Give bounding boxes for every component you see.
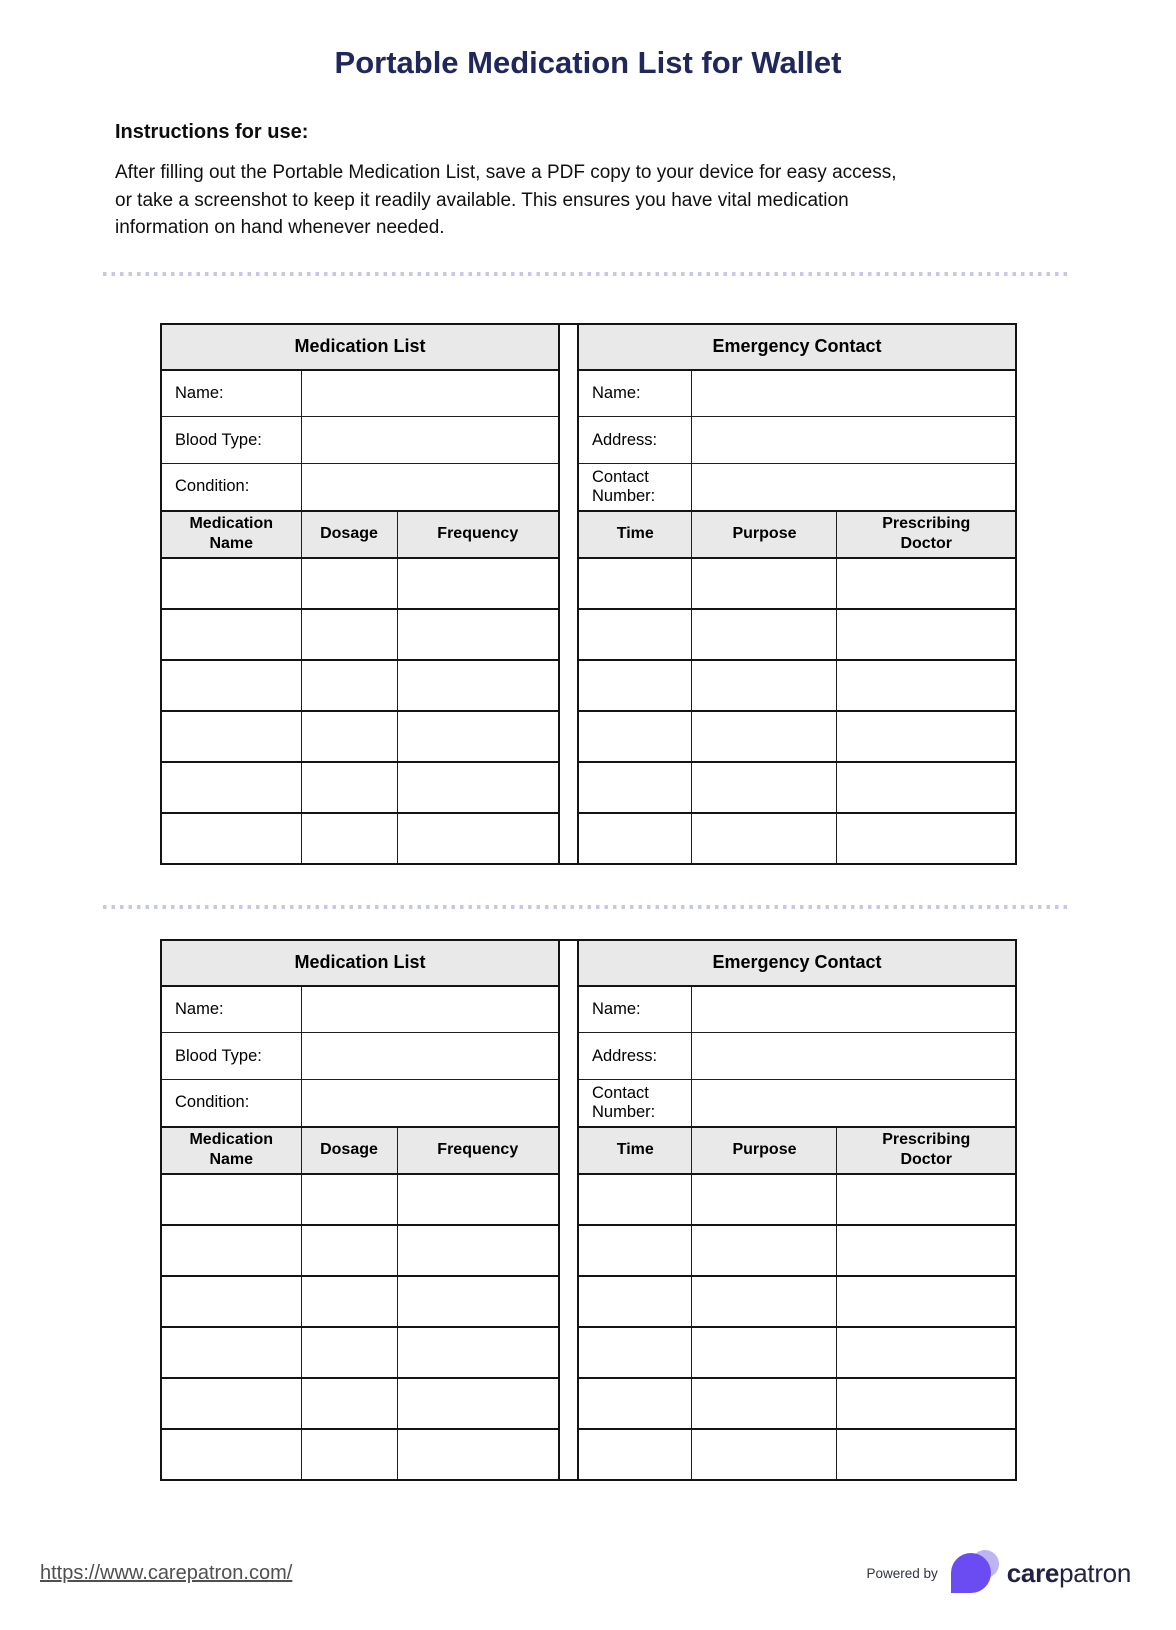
blank-cell[interactable] bbox=[837, 711, 1016, 762]
card-gap bbox=[560, 939, 577, 1481]
powered-by-group bbox=[866, 1550, 1131, 1596]
blank-cell[interactable] bbox=[397, 609, 559, 660]
blank-cell[interactable] bbox=[692, 1276, 837, 1327]
address-label: Address: bbox=[578, 417, 692, 464]
blank-row bbox=[578, 1429, 1016, 1480]
blank-row bbox=[161, 1174, 559, 1225]
info-row bbox=[161, 370, 559, 417]
col-time: Time bbox=[578, 1127, 692, 1174]
blank-cell[interactable] bbox=[692, 1429, 837, 1480]
info-row bbox=[161, 1033, 559, 1080]
blank-row bbox=[161, 1276, 559, 1327]
emergency-contact-table bbox=[577, 323, 1017, 865]
col-prescribing-doctor: Prescribing Doctor bbox=[837, 1127, 1016, 1174]
blank-cell[interactable] bbox=[301, 1225, 397, 1276]
col-prescribing-doctor: Prescribing Doctor bbox=[837, 511, 1016, 558]
blank-cell[interactable] bbox=[161, 762, 301, 813]
blank-row bbox=[578, 711, 1016, 762]
blank-cell[interactable] bbox=[578, 711, 692, 762]
contact-name-value-cell[interactable] bbox=[692, 986, 1016, 1033]
info-row bbox=[578, 1033, 1016, 1080]
blank-cell[interactable] bbox=[578, 558, 692, 609]
info-row bbox=[578, 986, 1016, 1033]
contact-number-label: Contact Number: bbox=[578, 464, 692, 511]
table-title-row bbox=[161, 940, 559, 986]
blank-cell[interactable] bbox=[692, 1225, 837, 1276]
address-value-cell[interactable] bbox=[692, 1033, 1016, 1080]
address-value-cell[interactable] bbox=[692, 417, 1016, 464]
blank-cell[interactable] bbox=[837, 1378, 1016, 1429]
blank-cell[interactable] bbox=[578, 1174, 692, 1225]
dotted-divider bbox=[103, 272, 1068, 276]
blank-cell[interactable] bbox=[578, 1276, 692, 1327]
blank-cell[interactable] bbox=[692, 558, 837, 609]
col-purpose: Purpose bbox=[692, 1127, 837, 1174]
blank-row bbox=[578, 1327, 1016, 1378]
contact-number-value-cell[interactable] bbox=[692, 464, 1016, 511]
col-frequency: Frequency bbox=[397, 511, 559, 558]
emergency-contact-title: Emergency Contact bbox=[578, 324, 1016, 370]
blank-cell[interactable] bbox=[837, 1327, 1016, 1378]
medication-list-table bbox=[160, 323, 560, 865]
blank-cell[interactable] bbox=[578, 762, 692, 813]
col-purpose: Purpose bbox=[692, 511, 837, 558]
col-medication-name: Medication Name bbox=[161, 511, 301, 558]
blank-cell[interactable] bbox=[837, 609, 1016, 660]
blank-cell[interactable] bbox=[301, 1174, 397, 1225]
blank-row bbox=[161, 1225, 559, 1276]
blank-row bbox=[161, 762, 559, 813]
emergency-contact-title: Emergency Contact bbox=[578, 940, 1016, 986]
blood-type-value-cell[interactable] bbox=[301, 417, 559, 464]
blank-row bbox=[161, 813, 559, 864]
blank-row bbox=[161, 1429, 559, 1480]
blank-cell[interactable] bbox=[578, 1429, 692, 1480]
blank-cell[interactable] bbox=[161, 609, 301, 660]
info-row bbox=[578, 417, 1016, 464]
blank-cell[interactable] bbox=[397, 813, 559, 864]
blank-row bbox=[578, 1174, 1016, 1225]
blank-cell[interactable] bbox=[397, 1327, 559, 1378]
blank-row bbox=[161, 660, 559, 711]
condition-value-cell[interactable] bbox=[301, 1080, 559, 1127]
blank-cell[interactable] bbox=[578, 1225, 692, 1276]
brand-name-bold: care bbox=[1006, 1557, 1060, 1588]
blank-cell[interactable] bbox=[692, 762, 837, 813]
blank-cell[interactable] bbox=[301, 813, 397, 864]
carepatron-wordmark bbox=[1007, 1558, 1131, 1589]
page-title: Portable Medication List for Wallet bbox=[334, 45, 842, 80]
blank-cell[interactable] bbox=[397, 762, 559, 813]
medication-list-title: Medication List bbox=[161, 324, 559, 370]
logo-purple-bubble bbox=[951, 1553, 991, 1593]
blank-row bbox=[578, 558, 1016, 609]
info-row bbox=[578, 370, 1016, 417]
blank-row bbox=[161, 1378, 559, 1429]
blank-cell[interactable] bbox=[161, 558, 301, 609]
blank-cell[interactable] bbox=[692, 1174, 837, 1225]
blank-cell[interactable] bbox=[161, 1276, 301, 1327]
blank-cell[interactable] bbox=[837, 1276, 1016, 1327]
contact-name-value-cell[interactable] bbox=[692, 370, 1016, 417]
blank-cell[interactable] bbox=[397, 1276, 559, 1327]
blank-cell[interactable] bbox=[301, 1378, 397, 1429]
info-row bbox=[578, 1080, 1016, 1127]
info-row bbox=[161, 464, 559, 511]
blank-cell[interactable] bbox=[397, 1378, 559, 1429]
powered-by-label: Powered by bbox=[866, 1565, 938, 1581]
col-medication-name: Medication Name bbox=[161, 1127, 301, 1174]
contact-name-label: Name: bbox=[578, 370, 692, 417]
blank-cell[interactable] bbox=[837, 558, 1016, 609]
blood-type-label: Blood Type: bbox=[161, 417, 301, 464]
blank-cell[interactable] bbox=[692, 813, 837, 864]
instructions-heading: Instructions for use: bbox=[115, 121, 309, 143]
instructions-body bbox=[115, 159, 1020, 242]
blank-cell[interactable] bbox=[692, 609, 837, 660]
table-title-row bbox=[161, 324, 559, 370]
carepatron-bubble-icon bbox=[951, 1550, 999, 1596]
blood-type-value-cell[interactable] bbox=[301, 1033, 559, 1080]
blank-cell[interactable] bbox=[397, 711, 559, 762]
blank-row bbox=[578, 1276, 1016, 1327]
condition-label: Condition: bbox=[161, 1080, 301, 1127]
column-header-row bbox=[161, 511, 559, 558]
card-gap bbox=[560, 323, 577, 865]
blank-cell[interactable] bbox=[301, 558, 397, 609]
blank-row bbox=[161, 711, 559, 762]
condition-value-cell[interactable] bbox=[301, 464, 559, 511]
info-row bbox=[578, 464, 1016, 511]
contact-name-label: Name: bbox=[578, 986, 692, 1033]
instructions-line: information on hand whenever needed. bbox=[115, 217, 445, 238]
blank-cell[interactable] bbox=[837, 762, 1016, 813]
column-header-row bbox=[161, 1127, 559, 1174]
blank-row bbox=[161, 1327, 559, 1378]
blank-cell[interactable] bbox=[301, 1429, 397, 1480]
blood-type-label: Blood Type: bbox=[161, 1033, 301, 1080]
blank-cell[interactable] bbox=[397, 1174, 559, 1225]
blank-cell[interactable] bbox=[161, 1174, 301, 1225]
info-row bbox=[161, 417, 559, 464]
blank-row bbox=[161, 558, 559, 609]
blank-cell[interactable] bbox=[837, 1429, 1016, 1480]
blank-cell[interactable] bbox=[397, 1429, 559, 1480]
blank-row bbox=[578, 609, 1016, 660]
blank-cell[interactable] bbox=[397, 660, 559, 711]
col-frequency: Frequency bbox=[397, 1127, 559, 1174]
blank-cell[interactable] bbox=[161, 1429, 301, 1480]
blank-cell[interactable] bbox=[161, 1378, 301, 1429]
wallet-card-2 bbox=[160, 939, 1017, 1481]
name-label: Name: bbox=[161, 370, 301, 417]
blank-cell[interactable] bbox=[301, 1276, 397, 1327]
blank-row bbox=[161, 609, 559, 660]
info-row bbox=[161, 1080, 559, 1127]
blank-cell[interactable] bbox=[837, 1225, 1016, 1276]
blank-cell[interactable] bbox=[578, 609, 692, 660]
instructions-line: or take a screenshot to keep it readily available. This ensures you have vital medication bbox=[115, 189, 849, 211]
contact-number-label: Contact Number: bbox=[578, 1080, 692, 1127]
blank-cell[interactable] bbox=[301, 609, 397, 660]
instructions-line: After filling out the Portable Medication List, save a PDF copy to your device for easy access, bbox=[115, 162, 897, 183]
wallet-card-1 bbox=[160, 323, 1017, 865]
col-time: Time bbox=[578, 511, 692, 558]
blank-cell[interactable] bbox=[161, 1327, 301, 1378]
blank-cell[interactable] bbox=[692, 711, 837, 762]
blank-cell[interactable] bbox=[301, 711, 397, 762]
blank-cell[interactable] bbox=[837, 1174, 1016, 1225]
medication-list-title: Medication List bbox=[161, 940, 559, 986]
brand-name-light: patron bbox=[1059, 1557, 1131, 1588]
blank-cell[interactable] bbox=[397, 558, 559, 609]
column-header-row bbox=[578, 1127, 1016, 1174]
blank-cell[interactable] bbox=[301, 1327, 397, 1378]
blank-cell[interactable] bbox=[692, 1378, 837, 1429]
col-dosage: Dosage bbox=[301, 511, 397, 558]
name-value-cell[interactable] bbox=[301, 986, 559, 1033]
emergency-contact-table bbox=[577, 939, 1017, 1481]
blank-cell[interactable] bbox=[837, 660, 1016, 711]
col-dosage: Dosage bbox=[301, 1127, 397, 1174]
blank-cell[interactable] bbox=[301, 762, 397, 813]
blank-cell[interactable] bbox=[578, 1378, 692, 1429]
dotted-divider bbox=[103, 905, 1068, 909]
carepatron-url-link[interactable]: https://www.carepatron.com/ bbox=[40, 1562, 293, 1584]
table-title-row bbox=[578, 324, 1016, 370]
name-value-cell[interactable] bbox=[301, 370, 559, 417]
blank-cell[interactable] bbox=[578, 813, 692, 864]
blank-cell[interactable] bbox=[397, 1225, 559, 1276]
blank-row bbox=[578, 660, 1016, 711]
blank-cell[interactable] bbox=[161, 711, 301, 762]
blank-row bbox=[578, 1225, 1016, 1276]
blank-row bbox=[578, 1378, 1016, 1429]
blank-cell[interactable] bbox=[692, 1327, 837, 1378]
blank-cell[interactable] bbox=[301, 660, 397, 711]
blank-row bbox=[578, 762, 1016, 813]
blank-cell[interactable] bbox=[578, 660, 692, 711]
condition-label: Condition: bbox=[161, 464, 301, 511]
medication-list-table bbox=[160, 939, 560, 1481]
blank-cell[interactable] bbox=[837, 813, 1016, 864]
blank-cell[interactable] bbox=[578, 1327, 692, 1378]
blank-cell[interactable] bbox=[161, 813, 301, 864]
contact-number-value-cell[interactable] bbox=[692, 1080, 1016, 1127]
name-label: Name: bbox=[161, 986, 301, 1033]
blank-cell[interactable] bbox=[692, 660, 837, 711]
blank-cell[interactable] bbox=[161, 660, 301, 711]
table-title-row bbox=[578, 940, 1016, 986]
blank-cell[interactable] bbox=[161, 1225, 301, 1276]
address-label: Address: bbox=[578, 1033, 692, 1080]
blank-row bbox=[578, 813, 1016, 864]
info-row bbox=[161, 986, 559, 1033]
column-header-row bbox=[578, 511, 1016, 558]
